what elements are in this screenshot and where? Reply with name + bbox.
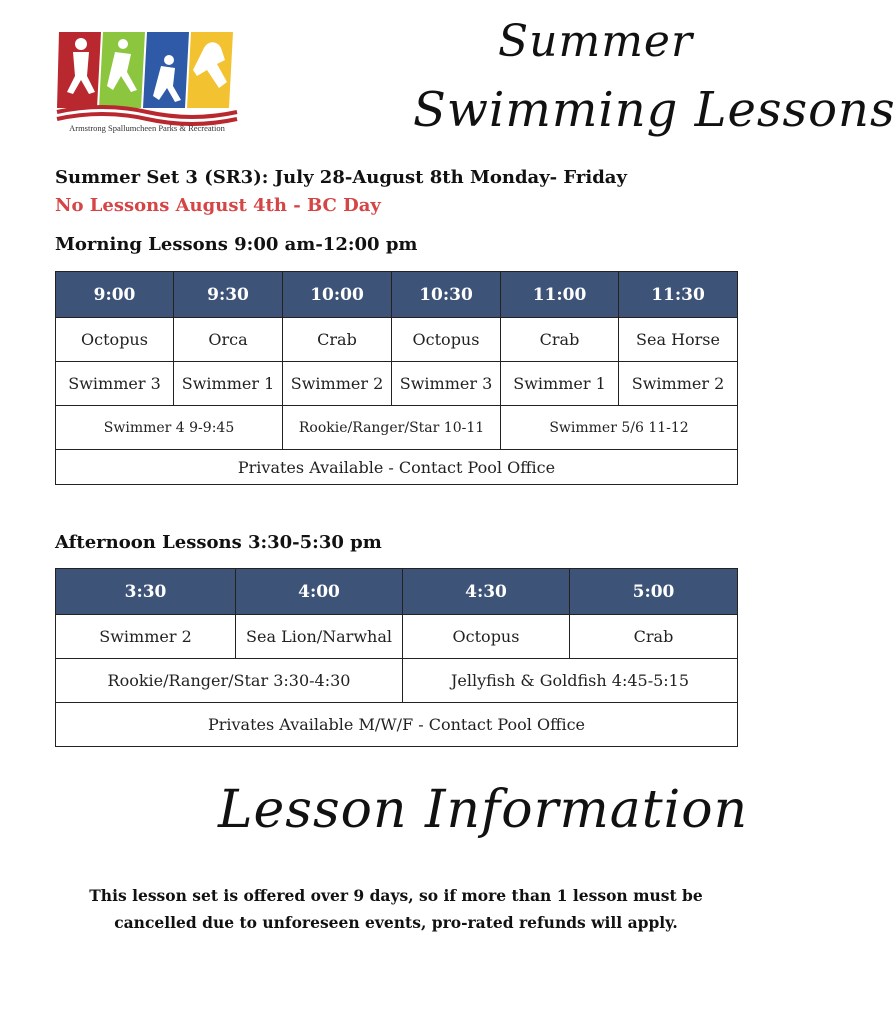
title-summer: Summer: [498, 16, 693, 67]
lesson-cell: Swimmer 2: [56, 615, 236, 659]
time-header: 4:30: [403, 569, 570, 615]
privates-cell: Privates Available M/W/F - Contact Pool Office: [56, 703, 738, 747]
table-row: [56, 406, 738, 450]
logo-caption: Armstrong Spallumcheen Parks & Recreation: [69, 123, 225, 133]
lesson-cell: Crab: [501, 318, 619, 362]
time-header: 11:00: [501, 272, 619, 318]
lesson-cell: Rookie/Ranger/Star 10-11: [283, 406, 501, 450]
lesson-cell: Jellyfish & Goldfish 4:45-5:15: [403, 659, 738, 703]
time-header: 3:30: [56, 569, 236, 615]
privates-cell: Privates Available - Contact Pool Office: [56, 450, 738, 485]
table-row: [56, 318, 738, 362]
morning-schedule-table: [55, 271, 738, 485]
lesson-cell: Sea Horse: [619, 318, 738, 362]
lesson-cell: Crab: [570, 615, 738, 659]
time-header: 4:00: [236, 569, 403, 615]
time-header: 10:00: [283, 272, 392, 318]
morning-heading: Morning Lessons 9:00 am-12:00 pm: [55, 234, 418, 255]
afternoon-heading: Afternoon Lessons 3:30-5:30 pm: [55, 532, 382, 553]
time-header: 11:30: [619, 272, 738, 318]
table-row: [56, 362, 738, 406]
time-header: 9:30: [174, 272, 283, 318]
lesson-information-title: Lesson Information: [218, 780, 749, 840]
lesson-cell: Swimmer 1: [174, 362, 283, 406]
no-lessons-notice: No Lessons August 4th - BC Day: [55, 195, 381, 216]
lesson-cell: Octopus: [403, 615, 570, 659]
refund-policy-text: This lesson set is offered over 9 days, so if more than 1 lesson must be cancelled due to unforeseen events, pro-rated refunds will apply.: [89, 886, 703, 932]
lesson-cell: Swimmer 5/6 11-12: [501, 406, 738, 450]
time-header: 9:00: [56, 272, 174, 318]
table-row: [56, 615, 738, 659]
table-row: [56, 703, 738, 747]
table-row: [56, 450, 738, 485]
lesson-cell: Orca: [174, 318, 283, 362]
set-heading: Summer Set 3 (SR3): July 28-August 8th Monday- Friday: [55, 167, 627, 188]
table-row: [56, 659, 738, 703]
lesson-cell: Swimmer 4 9-9:45: [56, 406, 283, 450]
lesson-cell: Octopus: [56, 318, 174, 362]
lesson-cell: Swimmer 3: [392, 362, 501, 406]
lesson-cell: Swimmer 2: [283, 362, 392, 406]
lesson-cell: Rookie/Ranger/Star 3:30-4:30: [56, 659, 403, 703]
title-swimming-lessons: Swimming Lessons: [413, 82, 896, 138]
afternoon-schedule-table: [55, 568, 738, 747]
lesson-cell: Octopus: [392, 318, 501, 362]
lesson-cell: Crab: [283, 318, 392, 362]
afternoon-time-row: [56, 569, 738, 615]
lesson-cell: Swimmer 3: [56, 362, 174, 406]
lesson-cell: Swimmer 2: [619, 362, 738, 406]
lesson-cell: Sea Lion/Narwhal: [236, 615, 403, 659]
morning-time-row: [56, 272, 738, 318]
time-header: 10:30: [392, 272, 501, 318]
lesson-cell: Swimmer 1: [501, 362, 619, 406]
time-header: 5:00: [570, 569, 738, 615]
